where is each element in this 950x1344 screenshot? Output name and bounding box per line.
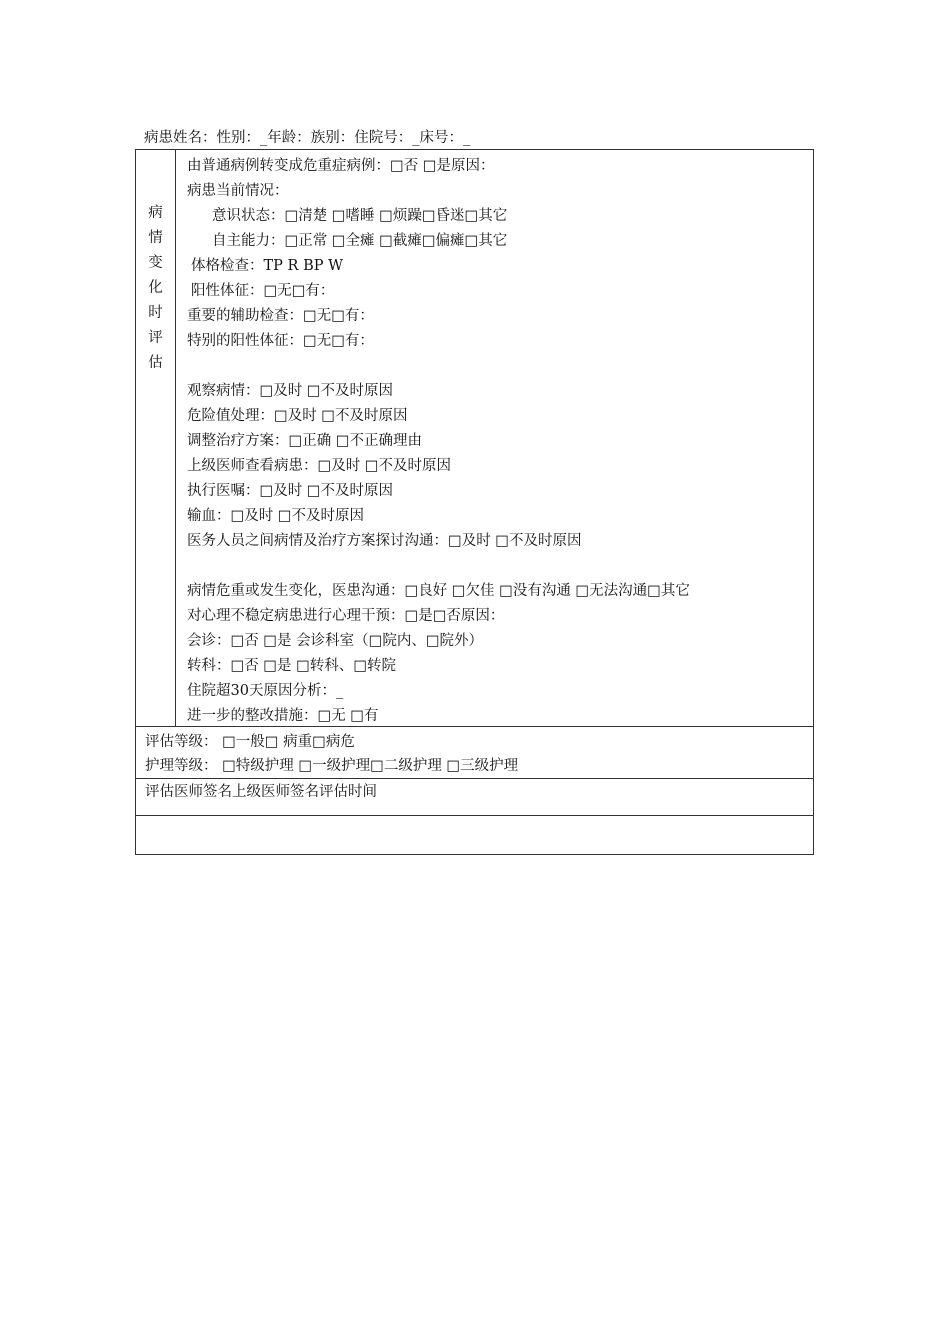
psychological-intervention-line: 对心理不稳定病患进行心理干预：□是□否原因：: [187, 608, 505, 624]
section-side-label: [136, 150, 176, 726]
critical-value-line: 危险值处理：□及时 □不及时原因: [187, 408, 408, 424]
execute-orders-line: 执行医嘱：□及时 □不及时原因: [187, 483, 394, 499]
staff-communication-line: 医务人员之间病情及治疗方案探讨沟通：□及时 □不及时原因: [187, 533, 582, 549]
transfusion-line: 输血：□及时 □不及时原因: [187, 508, 365, 524]
observe-condition-line: 观察病情：□及时 □不及时原因: [187, 383, 394, 399]
improvement-measures-line: 进一步的整改措施：□无 □有: [187, 708, 379, 724]
condition-change-section: [136, 150, 813, 727]
side-label-char: 评: [148, 330, 163, 346]
side-label-char: 时: [148, 305, 163, 321]
nursing-grade-line: 护理等级： □特级护理 □一级护理□二级护理 □三级护理: [145, 758, 519, 774]
positive-signs-line: 阳性体征：□无□有：: [191, 283, 335, 299]
signature-blank-row: [136, 816, 813, 854]
side-label-char: 病: [148, 205, 163, 221]
current-status-heading: 病患当前情况：: [187, 183, 289, 199]
adjust-treatment-line: 调整治疗方案：□正确 □不正确理由: [187, 433, 423, 449]
section-content: [176, 150, 813, 726]
consciousness-line: 意识状态：□清楚 □嗜睡 □烦躁□昏迷□其它: [212, 208, 508, 224]
patient-header: 病患姓名：性别：_年龄：族别：住院号：_床号：_: [144, 130, 471, 146]
assessment-form: [135, 149, 814, 855]
signature-row: 评估医师签名上级医师签名评估时间: [136, 779, 813, 816]
auxiliary-exam-line: 重要的辅助检查：□无□有：: [187, 308, 374, 324]
side-label-char: 估: [148, 355, 163, 371]
spacer: [187, 554, 813, 579]
transfer-line: 转科：□否 □是 □转科、□转院: [187, 658, 397, 674]
side-label-char: 化: [148, 280, 163, 296]
consultation-line: 会诊：□否 □是 会诊科室（□院内、□院外）: [187, 633, 484, 649]
critical-conversion-line: 由普通病例转变成危重症病例：□否 □是原因：: [187, 158, 495, 174]
special-positive-signs-line: 特别的阳性体征：□无□有：: [187, 333, 374, 349]
spacer: [187, 354, 813, 379]
physical-exam-line: 体格检查：TP R BP W: [191, 258, 343, 274]
long-stay-analysis-line: 住院超30天原因分析：_: [187, 683, 344, 699]
autonomy-line: 自主能力：□正常 □全瘫 □截瘫□偏瘫□其它: [212, 233, 508, 249]
side-label-char: 变: [148, 255, 163, 271]
assessment-grade-line: 评估等级： □一般□ 病重□病危: [145, 734, 355, 750]
senior-review-line: 上级医师查看病患：□及时 □不及时原因: [187, 458, 452, 474]
grade-section: [136, 727, 813, 779]
side-label-char: 情: [148, 230, 163, 246]
patient-communication-line: 病情危重或发生变化，医患沟通：□良好 □欠佳 □没有沟通 □无法沟通□其它: [187, 583, 690, 599]
